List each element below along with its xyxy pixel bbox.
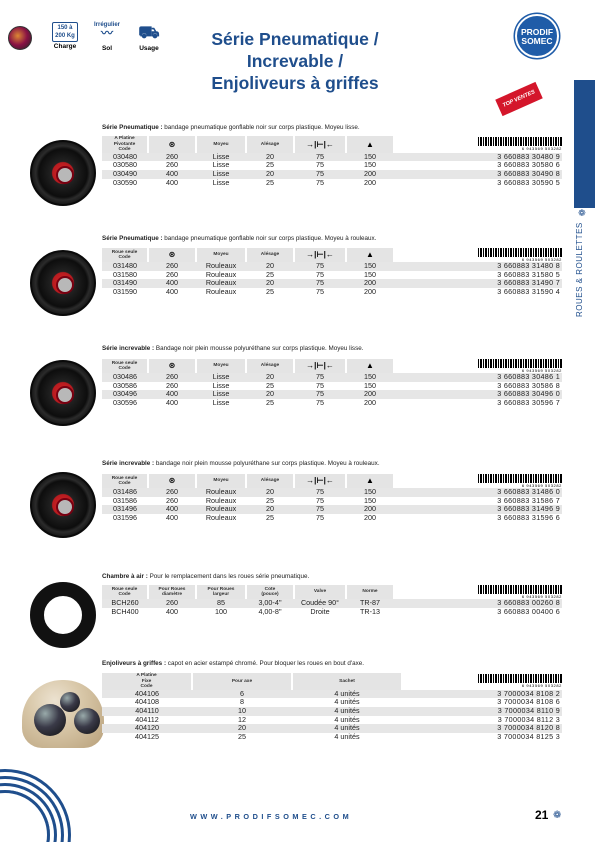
table-cell: 20 bbox=[192, 724, 292, 733]
table-cell: 75 bbox=[316, 380, 324, 390]
table-cell: 404110 bbox=[102, 707, 192, 716]
table-cell: 20 bbox=[246, 153, 294, 162]
table-cell: 20 bbox=[246, 170, 294, 179]
pneumatic-wheel-image bbox=[30, 140, 96, 206]
table-cell: Lisse bbox=[196, 373, 246, 382]
table-cell: 20 bbox=[246, 488, 294, 497]
barcode-sample-number: 6 943569 503282 bbox=[521, 146, 562, 152]
table-cell: 030580 bbox=[113, 160, 137, 170]
column-header: Roue seule Code bbox=[102, 585, 148, 599]
table-cell: 75 bbox=[294, 505, 346, 514]
product-table bbox=[102, 359, 562, 408]
column-header: Alésage bbox=[246, 248, 294, 262]
table-cell: 75 bbox=[316, 495, 324, 505]
table-cell: 150 bbox=[346, 153, 394, 162]
product-table bbox=[102, 474, 562, 523]
table-cell: 75 bbox=[294, 488, 346, 497]
table-cell: 20 bbox=[246, 505, 294, 514]
column-header: ▲ bbox=[346, 359, 394, 373]
barcode-sample-number: 6 943569 503282 bbox=[521, 483, 562, 488]
table-cell: 3 660883 30496 0 bbox=[394, 390, 562, 399]
table-cell: 150 bbox=[364, 380, 376, 390]
table-cell: 400 bbox=[148, 390, 196, 399]
table-cell: 3 660883 31490 7 bbox=[394, 279, 562, 288]
table-cell: 3 660883 31486 0 bbox=[394, 488, 562, 497]
column-header bbox=[402, 673, 562, 690]
table-row bbox=[102, 698, 562, 707]
column-header: Sachet bbox=[292, 673, 402, 690]
table-cell: 75 bbox=[316, 177, 324, 187]
table-cell: 75 bbox=[294, 262, 346, 271]
table-cell: 25 bbox=[266, 380, 274, 390]
flower-icon: ❁ bbox=[553, 810, 562, 821]
column-header: Moyeu bbox=[196, 359, 246, 373]
section-description: Enjoliveurs à griffes : capot en acier estampé chromé. Pour bloquer les roues en bout d'axe. bbox=[102, 660, 364, 667]
charge-icon: 150 à 200 Kg Charge bbox=[48, 22, 82, 50]
table-cell: 100 bbox=[215, 606, 227, 616]
table-cell: 75 bbox=[294, 153, 346, 162]
table-cell: 4 unités bbox=[334, 697, 360, 707]
table-cell: 3 660883 30490 8 bbox=[394, 170, 562, 179]
table-cell: 030480 bbox=[102, 153, 148, 162]
column-header: →|⊢|← bbox=[294, 248, 346, 262]
column-header: Moyeu bbox=[196, 474, 246, 488]
table-cell: 260 bbox=[148, 153, 196, 162]
barcode-icon bbox=[478, 137, 562, 146]
page-title: Série Pneumatique / Increvable / Enjoliveurs à griffes bbox=[211, 29, 379, 93]
barcode-icon bbox=[478, 585, 562, 594]
section-description: Série increvable : bandage noir plein mousse polyuréthane sur corps plastique. Moyeu à rouleaux. bbox=[102, 460, 380, 467]
column-header: Moyeu bbox=[196, 136, 246, 153]
table-cell: 20 bbox=[246, 279, 294, 288]
barcode-sample-number: 6 943569 503282 bbox=[521, 594, 562, 599]
table-row bbox=[102, 707, 562, 716]
table-cell: 25 bbox=[266, 513, 274, 523]
column-header: →|⊢|← bbox=[294, 359, 346, 373]
table-cell: 3 660883 31596 6 bbox=[497, 513, 560, 523]
flower-icon: ❁ bbox=[578, 208, 586, 218]
decorative-arcs bbox=[0, 790, 50, 842]
table-cell: 260 bbox=[166, 269, 178, 279]
table-cell: 20 bbox=[246, 390, 294, 399]
table-cell: 4 unités bbox=[292, 690, 402, 699]
column-header: →|⊢|← bbox=[294, 136, 346, 153]
table-cell: 200 bbox=[364, 177, 376, 187]
table-row bbox=[102, 288, 562, 297]
column-header: ▲ bbox=[346, 474, 394, 488]
table-cell: 25 bbox=[266, 160, 274, 170]
table-cell: 030496 bbox=[102, 390, 148, 399]
column-header bbox=[394, 136, 562, 153]
table-cell: 031486 bbox=[102, 488, 148, 497]
table-cell: 3 660883 31586 7 bbox=[497, 495, 560, 505]
column-header: A Platine Pivotante Code bbox=[102, 136, 148, 153]
table-cell: 260 bbox=[166, 495, 178, 505]
column-header bbox=[394, 474, 562, 488]
table-cell: 150 bbox=[346, 373, 394, 382]
column-header: ▲ bbox=[346, 136, 394, 153]
table-cell: 150 bbox=[364, 160, 376, 170]
table-row bbox=[102, 179, 562, 188]
column-header: Pour axe bbox=[192, 673, 292, 690]
section-description: Série increvable : Bandage noir plein mousse polyuréthane sur corps plastique. Moyeu lisse. bbox=[102, 345, 364, 352]
table-cell: Lisse bbox=[196, 390, 246, 399]
product-table bbox=[102, 136, 562, 187]
column-header bbox=[394, 359, 562, 373]
table-row bbox=[102, 690, 562, 699]
column-header: Valve bbox=[294, 585, 346, 599]
table-cell: 25 bbox=[266, 177, 274, 187]
barcode-icon bbox=[478, 248, 562, 257]
barcode-icon bbox=[478, 359, 562, 368]
table-cell: Rouleaux bbox=[196, 262, 246, 271]
table-cell: 4 unités bbox=[292, 724, 402, 733]
puncture-proof-wheel-image bbox=[30, 360, 96, 426]
column-header: A Platine Fixe Code bbox=[102, 673, 192, 690]
table-cell: 25 bbox=[266, 495, 274, 505]
table-cell: TR-13 bbox=[360, 606, 380, 616]
header-icons bbox=[8, 22, 168, 56]
table-cell: 030490 bbox=[102, 170, 148, 179]
table-cell: 75 bbox=[316, 287, 324, 297]
table-cell: 404120 bbox=[102, 724, 192, 733]
table-cell: Rouleaux bbox=[196, 488, 246, 497]
pneumatic-roller-wheel-image bbox=[30, 250, 96, 316]
table-cell: Rouleaux bbox=[205, 269, 237, 279]
table-row bbox=[102, 514, 562, 523]
column-header: Roue seule Code bbox=[102, 474, 148, 488]
table-cell: 3 660883 00400 6 bbox=[497, 606, 560, 616]
table-cell: 4 unités bbox=[334, 714, 360, 724]
table-cell: 85 bbox=[196, 599, 246, 608]
table-cell: 4 unités bbox=[292, 707, 402, 716]
column-header: ⊛ bbox=[148, 248, 196, 262]
column-header: Cote (pouce) bbox=[246, 585, 294, 599]
table-cell: 400 bbox=[148, 505, 196, 514]
table-cell: 400 bbox=[166, 606, 178, 616]
table-cell: 031580 bbox=[113, 269, 137, 279]
table-cell: 150 bbox=[346, 262, 394, 271]
table-cell: 031586 bbox=[113, 495, 137, 505]
table-cell: 200 bbox=[346, 390, 394, 399]
table-cell: Lisse bbox=[196, 153, 246, 162]
table-cell: BCH400 bbox=[111, 606, 139, 616]
table-cell: 404125 bbox=[135, 732, 159, 742]
product-table bbox=[102, 585, 562, 616]
barcode-icon bbox=[478, 674, 562, 683]
table-cell: Lisse bbox=[212, 177, 230, 187]
prodif-somec-logo: PRODIF SOMEC bbox=[515, 14, 559, 58]
table-cell: 200 bbox=[346, 279, 394, 288]
table-cell: 404106 bbox=[102, 690, 192, 699]
barcode-sample-number: 6 943569 503282 bbox=[521, 683, 562, 689]
table-row bbox=[102, 733, 562, 742]
table-cell: 75 bbox=[316, 398, 324, 408]
table-cell: 031490 bbox=[102, 279, 148, 288]
table-cell: 200 bbox=[364, 287, 376, 297]
table-cell: 3 7000034 8112 3 bbox=[497, 714, 560, 724]
table-cell: 031590 bbox=[113, 287, 137, 297]
website-url[interactable]: WWW.PRODIFSOMEC.COM bbox=[190, 812, 353, 821]
table-cell: 150 bbox=[364, 495, 376, 505]
table-cell: 75 bbox=[294, 170, 346, 179]
table-cell: 8 bbox=[240, 697, 244, 707]
product-table bbox=[102, 248, 562, 297]
column-header: →|⊢|← bbox=[294, 474, 346, 488]
table-cell: 030486 bbox=[102, 373, 148, 382]
table-cell: 260 bbox=[166, 160, 178, 170]
table-cell: 400 bbox=[166, 513, 178, 523]
table-cell: 20 bbox=[246, 373, 294, 382]
table-cell: 3 7000034 8108 6 bbox=[497, 697, 560, 707]
table-cell: 030590 bbox=[113, 177, 137, 187]
table-cell: 4,00-8'' bbox=[258, 606, 282, 616]
column-header: ⊛ bbox=[148, 474, 196, 488]
puncture-proof-roller-wheel-image bbox=[30, 472, 96, 538]
table-cell: Lisse bbox=[212, 160, 230, 170]
floor-icon: Irrégulier 〰 Sol bbox=[93, 22, 120, 52]
column-header: Pour Roues diamètre bbox=[148, 585, 196, 599]
column-header: ▲ bbox=[346, 248, 394, 262]
table-cell: Lisse bbox=[196, 170, 246, 179]
table-cell: 3 660883 00260 8 bbox=[394, 599, 562, 608]
table-cell: 260 bbox=[148, 599, 196, 608]
table-cell: 75 bbox=[316, 160, 324, 170]
table-cell: 12 bbox=[238, 714, 246, 724]
column-header bbox=[394, 248, 562, 262]
barcode-sample-number: 6 943569 503282 bbox=[521, 257, 562, 262]
table-cell: 3 660883 30596 7 bbox=[497, 398, 560, 408]
table-cell: 25 bbox=[238, 732, 246, 742]
table-cell: Rouleaux bbox=[205, 287, 237, 297]
table-cell: 030586 bbox=[113, 380, 137, 390]
table-cell: 260 bbox=[148, 262, 196, 271]
table-cell: 3 660883 31580 5 bbox=[497, 269, 560, 279]
table-cell: 75 bbox=[294, 390, 346, 399]
table-cell: Coudée 90° bbox=[294, 599, 346, 608]
table-cell: 3,00-4'' bbox=[246, 599, 294, 608]
table-cell: 25 bbox=[266, 398, 274, 408]
table-cell: 404108 bbox=[135, 697, 159, 707]
table-cell: 031496 bbox=[102, 505, 148, 514]
table-row bbox=[102, 399, 562, 408]
column-header: Roue seule Code bbox=[102, 359, 148, 373]
table-cell: 030596 bbox=[113, 398, 137, 408]
table-cell: 3 7000034 8110 9 bbox=[402, 707, 562, 716]
column-header bbox=[394, 585, 562, 599]
side-category-label: ROUES & ROULETTES bbox=[575, 222, 584, 317]
table-cell: 3 7000034 8108 2 bbox=[402, 690, 562, 699]
column-header: Alésage bbox=[246, 359, 294, 373]
table-cell: 031480 bbox=[102, 262, 148, 271]
table-cell: 6 bbox=[192, 690, 292, 699]
table-cell: 400 bbox=[166, 177, 178, 187]
table-cell: Rouleaux bbox=[205, 513, 237, 523]
table-cell: 404112 bbox=[135, 714, 159, 724]
column-header: ⊛ bbox=[148, 359, 196, 373]
table-cell: TR-87 bbox=[346, 599, 394, 608]
column-header: Pour Roues largeur bbox=[196, 585, 246, 599]
section-description: Série Pneumatique : bandage pneumatique gonflable noir sur corps plastique. Moyeu lisse. bbox=[102, 124, 360, 131]
column-header: Moyeu bbox=[196, 248, 246, 262]
table-cell: 25 bbox=[266, 269, 274, 279]
top-ventes-badge: TOP VENTES bbox=[495, 82, 543, 116]
table-cell: 4 unités bbox=[334, 732, 360, 742]
table-cell: 260 bbox=[166, 380, 178, 390]
inner-tube-image bbox=[30, 582, 96, 648]
column-header: Roue seule Code bbox=[102, 248, 148, 262]
table-cell: 200 bbox=[346, 505, 394, 514]
table-cell: 200 bbox=[364, 513, 376, 523]
hubcaps-image bbox=[22, 680, 104, 748]
ball-icon bbox=[8, 26, 32, 50]
table-cell: 3 660883 31496 9 bbox=[394, 505, 562, 514]
table-cell: BCH260 bbox=[102, 599, 148, 608]
table-cell: Droite bbox=[310, 606, 330, 616]
table-cell: 20 bbox=[246, 262, 294, 271]
trolley-icon: ⛟ Usage bbox=[138, 23, 160, 52]
column-header: Norme bbox=[346, 585, 394, 599]
column-header: Alésage bbox=[246, 474, 294, 488]
table-cell: 10 bbox=[192, 707, 292, 716]
table-cell: 75 bbox=[294, 373, 346, 382]
table-cell: 031596 bbox=[113, 513, 137, 523]
table-cell: 3 660883 30590 5 bbox=[497, 177, 560, 187]
column-header: Alésage bbox=[246, 136, 294, 153]
table-cell: 200 bbox=[364, 398, 376, 408]
table-cell: Rouleaux bbox=[196, 505, 246, 514]
page-number: 21 bbox=[535, 808, 549, 822]
table-row bbox=[102, 608, 562, 617]
product-table bbox=[102, 673, 562, 742]
table-cell: Lisse bbox=[212, 398, 230, 408]
table-cell: 150 bbox=[364, 269, 376, 279]
side-tab bbox=[574, 80, 595, 208]
barcode-icon bbox=[478, 474, 562, 483]
column-header: ⊛ bbox=[148, 136, 196, 153]
table-cell: 3 7000034 8125 3 bbox=[497, 732, 560, 742]
table-cell: 150 bbox=[346, 488, 394, 497]
table-row bbox=[102, 724, 562, 733]
table-cell: 260 bbox=[148, 488, 196, 497]
table-cell: 3 660883 30586 8 bbox=[497, 380, 560, 390]
table-cell: 400 bbox=[148, 279, 196, 288]
table-cell: 400 bbox=[148, 170, 196, 179]
table-cell: Lisse bbox=[212, 380, 230, 390]
section-description: Chambre à air : Pour le remplacement dans les roues série pneumatique. bbox=[102, 573, 310, 580]
table-cell: 400 bbox=[166, 287, 178, 297]
table-cell: 400 bbox=[166, 398, 178, 408]
table-cell: 3 660883 30580 6 bbox=[497, 160, 560, 170]
table-cell: 260 bbox=[148, 373, 196, 382]
table-cell: 200 bbox=[346, 170, 394, 179]
table-row bbox=[102, 716, 562, 725]
table-cell: 3 660883 31590 4 bbox=[497, 287, 560, 297]
table-cell: Rouleaux bbox=[205, 495, 237, 505]
table-cell: 3 660883 31480 8 bbox=[394, 262, 562, 271]
table-cell: 25 bbox=[266, 287, 274, 297]
table-cell: 3 660883 30486 1 bbox=[394, 373, 562, 382]
table-cell: 3 7000034 8120 8 bbox=[402, 724, 562, 733]
barcode-sample-number: 6 943569 503282 bbox=[521, 368, 562, 373]
table-cell: 75 bbox=[316, 269, 324, 279]
table-cell: 75 bbox=[316, 513, 324, 523]
table-cell: 3 660883 30480 9 bbox=[394, 153, 562, 162]
table-cell: Rouleaux bbox=[196, 279, 246, 288]
section-description: Série Pneumatique : bandage pneumatique gonflable noir sur corps plastique. Moyeu à rouleaux. bbox=[102, 235, 377, 242]
table-cell: 75 bbox=[294, 279, 346, 288]
